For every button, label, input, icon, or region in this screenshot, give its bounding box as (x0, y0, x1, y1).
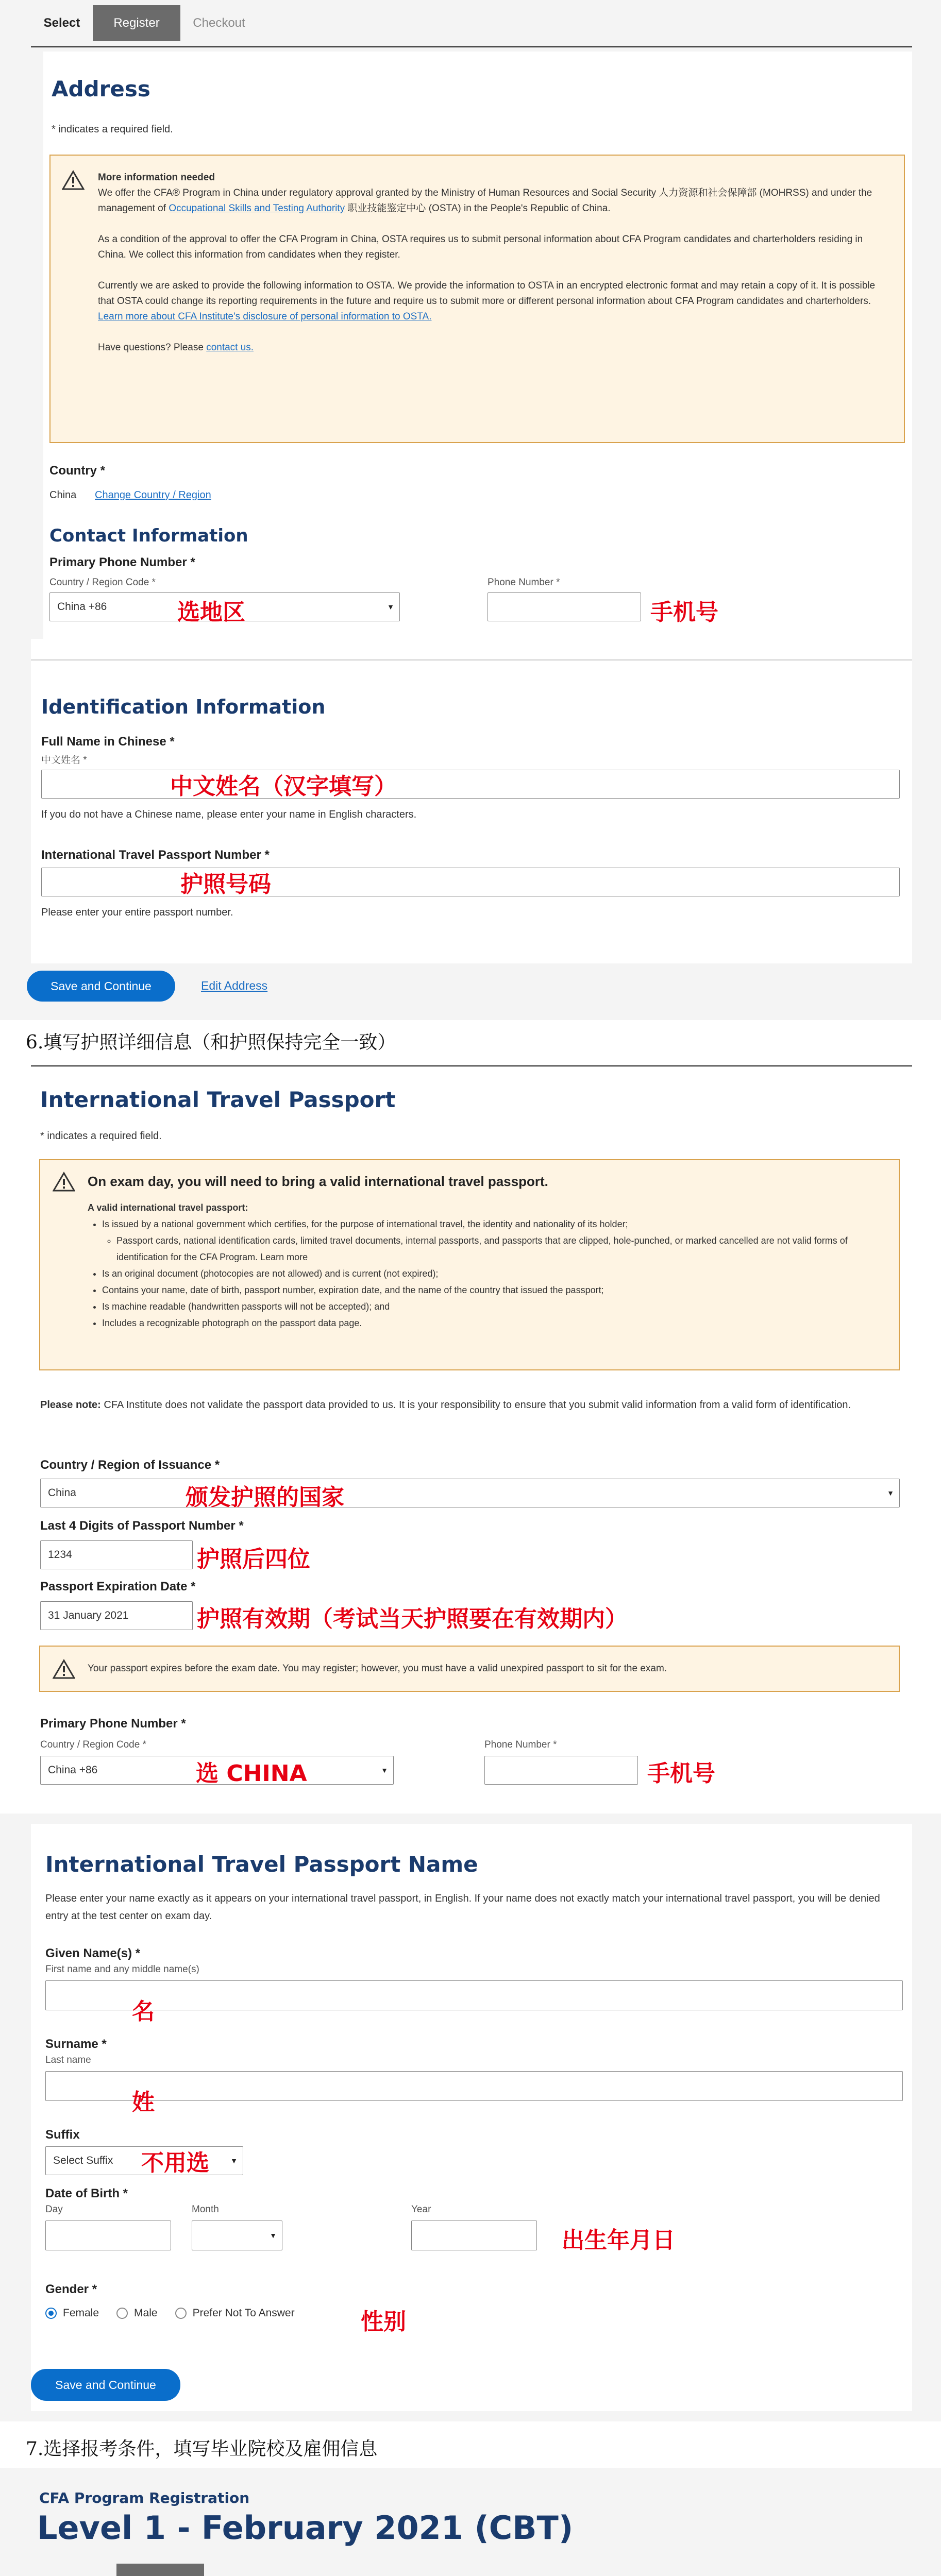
contact-title: Contact Information (49, 526, 248, 546)
info-notice (49, 155, 905, 443)
passport-requirements-notice (39, 1159, 900, 1370)
country-value: China (49, 489, 77, 501)
annotation-gender: 性别 (361, 2309, 406, 2335)
passport-help: Please enter your entire passport number. (41, 907, 233, 918)
phone-number-label: Phone Number * (484, 1739, 557, 1750)
info-p1: We offer the CFA® Program in China under regulatory approval granted by the Ministry of Human Resources and Social Security 人力资源和社会保障部 (MOHRSS) and under the management of Occupational Skills and Testing Authority 职业技能鉴定中心 (OSTA) in the People's Republic of China. (98, 188, 872, 214)
contact-link[interactable]: contact us. (206, 342, 254, 353)
tab-select[interactable]: Select (43, 16, 80, 30)
expiry-warning (39, 1646, 900, 1692)
tabs-divider (31, 46, 912, 47)
tab-select[interactable] (39, 2564, 116, 2576)
passport-name-title: International Travel Passport Name (45, 1852, 478, 1877)
surname-label: Surname * (45, 2037, 107, 2051)
gender-label: Gender * (45, 2282, 97, 2296)
fullname-sublabel: 中文姓名 * (41, 755, 87, 766)
given-name-input[interactable] (45, 1980, 903, 2010)
last4-input[interactable]: 1234 (40, 1540, 193, 1569)
list-item: • Is issued by a national government which certifies, for the purpose of international travel, the identity and nationality of its holder; (102, 1216, 881, 1232)
change-country-link[interactable]: Change Country / Region (95, 489, 211, 501)
warning-icon (53, 1659, 75, 1682)
gender-male-label: Male (134, 2307, 158, 2319)
page-title: Address (52, 76, 150, 101)
region-code-label: Country / Region Code * (40, 1739, 146, 1750)
annotation-given: 名 (132, 1998, 155, 2025)
suffix-select[interactable]: Select Suffix ▼ (45, 2146, 243, 2175)
warning-icon (62, 170, 85, 193)
chevron-down-icon: ▼ (381, 1766, 388, 1774)
issuance-label: Country / Region of Issuance * (40, 1458, 220, 1472)
osta-link[interactable]: Occupational Skills and Testing Authority (169, 203, 345, 214)
dob-year-label: Year (411, 2204, 431, 2215)
given-name-label: Given Name(s) * (45, 1946, 141, 1960)
step-tabs (39, 2564, 287, 2576)
annotation-expiry: 护照有效期（考试当天护照要在有效期内） (197, 1606, 628, 1632)
region-code-label: Country / Region Code * (49, 577, 156, 588)
list-item: • Is an original document (photocopies are not allowed) and is current (not expired); (102, 1265, 881, 1282)
tab-checkout[interactable]: Checkout (193, 16, 245, 30)
dob-day-label: Day (45, 2204, 63, 2215)
region-code-select[interactable]: China +86 ▼ (49, 592, 400, 621)
info-p2: As a condition of the approval to offer the CFA Program in China, OSTA requires us to submit personal information about CFA Program candidates and charterholders residing in China. We collect this information from candidates when they register. (98, 234, 863, 260)
annotation-surname: 姓 (132, 2089, 155, 2115)
surname-sublabel: Last name (45, 2055, 91, 2065)
last4-label: Last 4 Digits of Passport Number * (40, 1519, 244, 1533)
list-item: • Is machine readable (handwritten passports will not be accepted); and (102, 1298, 881, 1315)
section-divider (31, 659, 912, 660)
annotation-issuance: 颁发护照的国家 (186, 1484, 344, 1511)
identification-panel (31, 639, 912, 963)
address-panel (43, 52, 912, 639)
phone-number-input[interactable] (484, 1756, 638, 1785)
gender-male-radio[interactable] (116, 2308, 128, 2319)
passport-rules-list (88, 1216, 881, 1331)
phone-number-label: Phone Number * (488, 577, 560, 588)
id-title: Identification Information (41, 696, 326, 718)
passport-name-panel (31, 1824, 912, 2411)
chevron-down-icon: ▼ (887, 1489, 894, 1497)
learn-more-link[interactable]: Learn more about CFA Institute's disclosure of personal information to OSTA. (98, 311, 432, 322)
dob-day-input[interactable] (45, 2221, 171, 2250)
annotation-suffix: 不用选 (141, 2150, 209, 2176)
passport-name-intro: Please enter your name exactly as it appears on your international travel passport, in English. If your name does not exactly match your international travel passport, you will be denied entry at the test center on exam day. (45, 1893, 880, 1922)
annotation-phone: 手机号 (650, 599, 718, 625)
required-note: * indicates a required field. (52, 124, 173, 135)
tab-checkout[interactable] (204, 2564, 287, 2576)
chevron-down-icon: ▼ (230, 2157, 238, 2165)
gender-options (45, 2307, 295, 2319)
tab-register[interactable] (116, 2564, 204, 2576)
chevron-down-icon: ▼ (387, 603, 394, 611)
phone-number-input[interactable] (488, 592, 641, 621)
passport-panel (31, 1065, 912, 1808)
annotation-region: 选地区 (177, 599, 245, 625)
warn-sub: A valid international travel passport: (88, 1202, 248, 1213)
edit-address-link[interactable]: Edit Address (201, 979, 268, 992)
program-title: CFA Program Registration (39, 2489, 250, 2506)
step6-caption: 6.填写护照详细信息（和护照保持完全一致） (26, 1032, 396, 1053)
tab-register[interactable]: Register (93, 5, 180, 41)
passport-number-label: International Travel Passport Number * (41, 848, 270, 862)
gender-female-label: Female (63, 2307, 99, 2319)
passport-number-input[interactable] (41, 868, 900, 896)
dob-label: Date of Birth * (45, 2187, 128, 2200)
annotation-name: 中文姓名（汉字填写） (170, 773, 397, 800)
warn-heading: On exam day, you will need to bring a valid international travel passport. (88, 1174, 548, 1189)
list-item: • Includes a recognizable photograph on the passport data page. (102, 1315, 881, 1331)
fullname-help: If you do not have a Chinese name, please enter your name in English characters. (41, 809, 417, 820)
step7-caption: 7.选择报考条件，填写毕业院校及雇佣信息 (26, 2438, 378, 2460)
info-heading: More information needed (98, 172, 215, 183)
annotation-phone: 手机号 (647, 1760, 715, 1787)
info-p4: Have questions? Please contact us. (98, 342, 254, 353)
info-p3: Currently we are asked to provide the following information to OSTA. We provide the information to OSTA in an encrypted electronic format and may retain a copy of it. It is possible that OSTA could change its reporting requirements in the future and require us to submit more or different personal information about CFA Program candidates and charterholders. Learn more about CFA Institute's disclosure of personal information to OSTA. (98, 280, 876, 322)
annotation-dob: 出生年月日 (562, 2227, 675, 2253)
expiry-input[interactable]: 31 January 2021 (40, 1601, 193, 1630)
list-item: ◦ Passport cards, national identification cards, limited travel documents, internal passports, and passports that are clipped, hole-punched, or marked cancelled are not valid forms of identification for the CFA Program. Learn more (116, 1232, 881, 1265)
fullname-label: Full Name in Chinese * (41, 735, 175, 749)
passport-note: Please note: CFA Institute does not validate the passport data provided to us. It is your responsibility to ensure that you submit valid information from a valid form of identification. (40, 1399, 851, 1411)
required-note: * indicates a required field. (40, 1130, 162, 1142)
annotation-region: 选 CHINA (196, 1760, 307, 1787)
given-name-sublabel: First name and any middle name(s) (45, 1964, 199, 1975)
passport-title: International Travel Passport (40, 1087, 396, 1112)
expiry-warning-text: Your passport expires before the exam date. You may register; however, you must have a valid unexpired passport to sit for the exam. (88, 1663, 667, 1674)
save-continue-button[interactable]: Save and Continue (31, 2369, 180, 2401)
level-title: Level 1 - February 2021 (CBT) (37, 2509, 574, 2547)
annotation-passport: 护照号码 (180, 871, 271, 897)
gender-female-radio[interactable] (45, 2308, 57, 2319)
gender-prefer-not-label: Prefer Not To Answer (192, 2307, 295, 2319)
expiry-label: Passport Expiration Date * (40, 1580, 196, 1594)
gender-prefer-not-radio[interactable] (175, 2308, 187, 2319)
phone-label: Primary Phone Number * (40, 1717, 186, 1731)
chevron-down-icon: ▼ (270, 2231, 277, 2240)
annotation-last4: 护照后四位 (197, 1546, 310, 1572)
phone-label: Primary Phone Number * (49, 555, 195, 569)
warning-icon (53, 1172, 75, 1195)
dob-month-label: Month (192, 2204, 219, 2215)
region-code-select[interactable]: China +86 ▼ (40, 1756, 394, 1785)
dob-month-select[interactable] (192, 2221, 282, 2250)
save-continue-button[interactable]: Save and Continue (27, 971, 175, 1002)
list-item: • Contains your name, date of birth, passport number, expiration date, and the name of the country that issued the passport; (102, 1282, 881, 1298)
issuance-select[interactable]: China ▼ (40, 1479, 900, 1507)
country-label: Country * (49, 464, 105, 478)
suffix-label: Suffix (45, 2128, 80, 2142)
step-tabs (31, 0, 258, 46)
dob-year-input[interactable] (411, 2221, 537, 2250)
surname-input[interactable] (45, 2071, 903, 2101)
